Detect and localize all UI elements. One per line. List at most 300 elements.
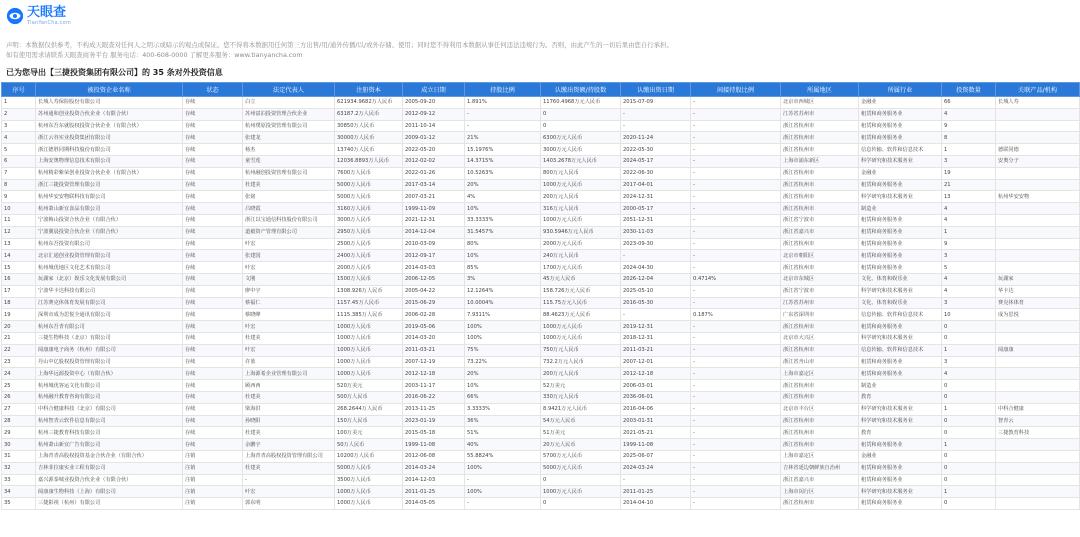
table-cell: 1000万元人民币 (541, 321, 621, 333)
table-cell: - (691, 250, 781, 262)
table-cell: 0.4714% (691, 273, 781, 285)
table-cell (996, 450, 1080, 462)
table-row[interactable] (2, 191, 1080, 203)
table-cell[interactable]: 吕晓霞 (243, 203, 335, 215)
table-cell: 2011-10-14 (403, 120, 465, 132)
table-row[interactable] (2, 97, 1080, 109)
table-cell: 100% (465, 486, 541, 498)
table-cell: - (691, 238, 781, 250)
table-cell[interactable]: 杭州璞原投资管理有限公司 (243, 120, 335, 132)
table-cell: 浙江省杭州市 (781, 262, 859, 274)
table-cell[interactable]: 苏州通和创业投资合伙企业（有限合伙） (36, 108, 183, 120)
table-cell (996, 498, 1080, 510)
table-cell[interactable]: 浙江三捷投资管理有限公司 (36, 179, 183, 191)
table-cell[interactable]: 杜建美 (243, 179, 335, 191)
table-cell[interactable]: 上海安奥物理信息技术有限公司 (36, 155, 183, 167)
table-header-row (2, 83, 1080, 97)
table-cell: 2400万人民币 (335, 250, 403, 262)
table-cell: 赛克休体育 (996, 297, 1080, 309)
table-cell: 18 (2, 297, 36, 309)
table-cell[interactable]: 许蓝 (243, 356, 335, 368)
table-row[interactable] (2, 427, 1080, 439)
table-cell[interactable]: 吉林菲拉康实业工程有限公司 (36, 462, 183, 474)
brand-domain: TianYanCha.com (27, 20, 71, 26)
table-cell: 2025-05-10 (621, 285, 691, 297)
table-cell[interactable]: 郭东明 (243, 498, 335, 510)
table-cell[interactable]: 蔡福仁 (243, 297, 335, 309)
table-cell: - (691, 226, 781, 238)
table-cell: 注销 (183, 498, 243, 510)
table-cell: 信息传输、软件和信息技术 (859, 144, 942, 156)
table-cell (996, 368, 1080, 380)
table-cell[interactable]: 宁波翼晨投资合伙企业（有限合伙） (36, 226, 183, 238)
table-cell: 1000万人民币 (335, 486, 403, 498)
table-row[interactable] (2, 155, 1080, 167)
table-cell[interactable]: 叶宏 (243, 486, 335, 498)
table-cell: 阅康康 (996, 344, 1080, 356)
table-cell: 29 (2, 427, 36, 439)
table-cell: - (691, 191, 781, 203)
table-row[interactable] (2, 167, 1080, 179)
table-cell: 2014-03-20 (403, 332, 465, 344)
table-row[interactable] (2, 250, 1080, 262)
table-cell: - (691, 108, 781, 120)
table-cell[interactable]: 杭州融升教育咨询有限公司 (36, 391, 183, 403)
table-cell[interactable]: 杭州融创投资管理有限公司 (243, 167, 335, 179)
table-cell: 35 (2, 498, 36, 510)
table-cell: 北京市朝阳区 (781, 250, 859, 262)
table-row[interactable] (2, 297, 1080, 309)
table-cell: 85% (465, 262, 541, 274)
table-cell: 2012-09-12 (403, 108, 465, 120)
table-cell: 63187.2万人民币 (335, 108, 403, 120)
table-cell: 1000万元人民币 (541, 486, 621, 498)
table-cell[interactable]: 杭州精彩紫荣创业投资合伙企业（有限合伙） (36, 167, 183, 179)
table-cell: 2021-12-31 (403, 214, 465, 226)
table-cell: 金融业 (859, 97, 942, 109)
table-cell: 2007-12-19 (403, 356, 465, 368)
table-cell: 10.0004% (465, 297, 541, 309)
table-cell[interactable]: 浙江云谷实业投资集团有限公司 (36, 132, 183, 144)
table-cell: 4 (942, 203, 996, 215)
table-cell: 9 (942, 120, 996, 132)
table-cell[interactable]: 杭州智青云软件信息有限公司 (36, 415, 183, 427)
table-cell: 存续 (183, 97, 243, 109)
table-cell: 1000万元人民币 (541, 214, 621, 226)
table-cell: - (691, 380, 781, 392)
table-cell: 浙江省杭州市 (781, 120, 859, 132)
table-cell: 1.891% (465, 97, 541, 109)
table-cell: 2006-12-05 (403, 273, 465, 285)
table-row[interactable] (2, 132, 1080, 144)
table-cell: 2020-11-24 (621, 132, 691, 144)
table-row[interactable] (2, 203, 1080, 215)
table-cell: 2017-04-01 (621, 179, 691, 191)
table-cell: 租赁和商务服务业 (859, 462, 942, 474)
eye-logo-icon (6, 7, 24, 25)
table-cell: 158.726万元人民币 (541, 285, 621, 297)
table-row[interactable] (2, 344, 1080, 356)
table-cell: 存续 (183, 132, 243, 144)
table-row[interactable] (2, 486, 1080, 498)
table-cell: 0 (942, 380, 996, 392)
table-cell: 1115.385万人民币 (335, 309, 403, 321)
table-cell[interactable]: 叶宏 (243, 321, 335, 333)
table-cell: 2012-06-08 (403, 450, 465, 462)
table-cell: 20 (2, 321, 36, 333)
table-cell: 2011-03-21 (621, 344, 691, 356)
table-cell: 存续 (183, 321, 243, 333)
table-row[interactable] (2, 356, 1080, 368)
table-cell[interactable]: 杭州城优地区文化艺术有限公司 (36, 262, 183, 274)
investment-table (1, 82, 1080, 510)
table-cell: 1000万人民币 (335, 344, 403, 356)
table-cell[interactable]: 杨杰 (243, 144, 335, 156)
table-cell: 75% (465, 344, 541, 356)
table-cell (996, 462, 1080, 474)
table-cell: 2012-12-18 (621, 368, 691, 380)
table-cell: 200万元人民币 (541, 368, 621, 380)
table-cell: 0 (541, 108, 621, 120)
table-cell[interactable]: 余鹏宇 (243, 439, 335, 451)
table-cell: 240万元人民币 (541, 250, 621, 262)
table-cell: - (691, 332, 781, 344)
table-cell[interactable]: 杭州华安安物联科技有限公司 (36, 191, 183, 203)
table-cell: 3.3333% (465, 403, 541, 415)
table-cell: 租赁和商务服务业 (859, 356, 942, 368)
table-cell: - (465, 108, 541, 120)
table-cell[interactable]: 北京汇通创业投资管理有限公司 (36, 250, 183, 262)
table-cell: 2036-06-01 (621, 391, 691, 403)
table-cell: 华卡达 (996, 285, 1080, 297)
table-cell: 4 (2, 132, 36, 144)
table-cell: 浙江省杭州市 (781, 344, 859, 356)
table-cell: - (621, 120, 691, 132)
table-cell[interactable]: 丹山中亿股权投资管理有限公司 (36, 356, 183, 368)
table-cell[interactable]: 顾西西 (243, 380, 335, 392)
table-cell: 浙江省杭州市 (781, 203, 859, 215)
table-row[interactable] (2, 498, 1080, 510)
table-cell: - (621, 474, 691, 486)
table-cell: 20万元人民币 (541, 439, 621, 451)
table-cell: 2014-03-24 (403, 462, 465, 474)
table-cell: 租赁和商务服务业 (859, 214, 942, 226)
table-cell (996, 179, 1080, 191)
table-row[interactable] (2, 439, 1080, 451)
table-cell[interactable]: 玩湖家（北京）娱乐文化发展有限公司 (36, 273, 183, 285)
table-cell[interactable]: 杜建美 (243, 462, 335, 474)
table-cell: 10% (465, 380, 541, 392)
table-row[interactable] (2, 403, 1080, 415)
table-cell[interactable]: 杭州萧山新宜食品有限公司 (36, 203, 183, 215)
table-cell: 存续 (183, 167, 243, 179)
table-cell: 2015-06-29 (403, 297, 465, 309)
table-cell[interactable]: 江苏赛克休体育发展有限公司 (36, 297, 183, 309)
table-cell[interactable]: 宁波梅山投资合伙企业（有限合伙） (36, 214, 183, 226)
table-cell: 存续 (183, 120, 243, 132)
table-cell[interactable]: 嘉兴源泰城业投资合伙企业（有限合伙） (36, 474, 183, 486)
table-cell: - (465, 498, 541, 510)
column-header: 成立日期 (403, 83, 465, 97)
table-cell: 上海市嘉定区 (781, 450, 859, 462)
table-cell: - (691, 498, 781, 510)
table-cell: 广东省深圳市 (781, 309, 859, 321)
table-cell[interactable]: 白立 (243, 97, 335, 109)
table-row[interactable] (2, 262, 1080, 274)
table-cell: 存续 (183, 391, 243, 403)
table-cell[interactable]: 孙晓阳 (243, 415, 335, 427)
header (0, 0, 1080, 28)
table-cell: 7 (2, 167, 36, 179)
table-cell: 13 (942, 191, 996, 203)
column-header: 间接持股比例 (691, 83, 781, 97)
table-row[interactable] (2, 285, 1080, 297)
table-cell[interactable]: 道毅资产管理有限公司 (243, 226, 335, 238)
table-row[interactable] (2, 226, 1080, 238)
table-cell[interactable]: 杜建美 (243, 427, 335, 439)
table-cell[interactable]: 阅康康生物科技（上海）有限公司 (36, 486, 183, 498)
table-cell: 4 (942, 214, 996, 226)
table-cell: 浙江省杭州市 (781, 191, 859, 203)
table-cell (996, 391, 1080, 403)
table-cell: 存续 (183, 203, 243, 215)
table-body (2, 97, 1080, 510)
table-cell: 存续 (183, 250, 243, 262)
table-cell[interactable]: 杭州萧山新宜广告有限公司 (36, 439, 183, 451)
table-cell: 1 (942, 344, 996, 356)
table-cell[interactable]: 杭州三捷教育科技有限公司 (36, 427, 183, 439)
table-cell: 10 (942, 309, 996, 321)
table-cell: 2017-03-14 (403, 179, 465, 191)
table-cell[interactable]: 浙江德胜同期科技股份有限公司 (36, 144, 183, 156)
table-cell: 存续 (183, 309, 243, 321)
table-cell: 浙江省杭州市 (781, 132, 859, 144)
table-cell: 租赁和商务服务业 (859, 368, 942, 380)
table-cell: 4 (942, 368, 996, 380)
table-cell: 2009-01-12 (403, 132, 465, 144)
table-cell[interactable]: 张铭 (243, 191, 335, 203)
table-cell[interactable]: 上海源希企业管理有限公司 (243, 368, 335, 380)
table-cell: 5700万元人民币 (541, 450, 621, 462)
table-cell: 1000万人民币 (335, 332, 403, 344)
table-cell: 10.5263% (465, 167, 541, 179)
table-cell: 16 (2, 273, 36, 285)
table-cell[interactable]: 叶宏 (243, 344, 335, 356)
table-row[interactable] (2, 380, 1080, 392)
table-cell: 租赁和商务服务业 (859, 439, 942, 451)
table-cell: 存续 (183, 238, 243, 250)
table-cell: 20% (465, 179, 541, 191)
table-cell: 0 (942, 391, 996, 403)
table-cell: 浙江省宁波市 (781, 285, 859, 297)
table-cell: - (465, 474, 541, 486)
table-cell: 租赁和商务服务业 (859, 132, 942, 144)
table-cell: 22 (2, 344, 36, 356)
table-cell (996, 356, 1080, 368)
table-cell[interactable]: 杭州东吾东就股权投资合伙企业（有限合伙） (36, 120, 183, 132)
table-cell: 0 (541, 498, 621, 510)
column-header: 投资数量 (942, 83, 996, 97)
table-row[interactable] (2, 368, 1080, 380)
table-cell: 1403.2678万元人民币 (541, 155, 621, 167)
table-row[interactable] (2, 309, 1080, 321)
table-cell[interactable]: 杜建美 (243, 332, 335, 344)
table-cell: 66 (942, 97, 996, 109)
table-cell[interactable]: - (243, 474, 335, 486)
table-cell: 1000万人民币 (335, 498, 403, 510)
table-cell: 2014-04-10 (621, 498, 691, 510)
table-cell: 6 (2, 155, 36, 167)
table-cell: 2051-12-31 (621, 214, 691, 226)
table-row[interactable] (2, 415, 1080, 427)
table-cell: 1000万人民币 (335, 368, 403, 380)
table-cell: 7.9311% (465, 309, 541, 321)
table-cell[interactable]: 文刚 (243, 273, 335, 285)
table-cell: 930.5946万元人民币 (541, 226, 621, 238)
table-cell: 31 (2, 450, 36, 462)
table-cell[interactable]: 廖中宇 (243, 285, 335, 297)
table-cell[interactable]: 上海青青高股权投资基金合伙企业（有限合伙） (36, 450, 183, 462)
table-cell: 浙江省杭州市 (781, 179, 859, 191)
table-cell: 3500万人民币 (335, 474, 403, 486)
table-cell (996, 238, 1080, 250)
table-cell[interactable]: 杭州东吾投资有限公司 (36, 238, 183, 250)
table-row[interactable] (2, 179, 1080, 191)
table-cell: 34 (2, 486, 36, 498)
table-cell: 文化、体育和娱乐业 (859, 297, 942, 309)
brand-logo[interactable] (6, 6, 71, 26)
table-cell: 2016-04-06 (621, 403, 691, 415)
table-cell: 2025-06-07 (621, 450, 691, 462)
table-row[interactable] (2, 474, 1080, 486)
table-cell: 10200万人民币 (335, 450, 403, 462)
table-cell: 存续 (183, 262, 243, 274)
table-cell (996, 108, 1080, 120)
table-cell: 金融业 (859, 167, 942, 179)
table-cell: 科学研究和技术服务业 (859, 415, 942, 427)
column-header: 被投资企业名称 (36, 83, 183, 97)
table-cell: 4 (942, 285, 996, 297)
column-header: 状态 (183, 83, 243, 97)
table-cell: 14 (2, 250, 36, 262)
table-row[interactable] (2, 108, 1080, 120)
table-cell: - (691, 132, 781, 144)
table-cell: 智青云 (996, 415, 1080, 427)
table-cell: 11 (2, 214, 36, 226)
table-cell: 1157.45万人民币 (335, 297, 403, 309)
table-cell[interactable]: 杭州东吾青有限公司 (36, 321, 183, 333)
table-cell: 2030-11-03 (621, 226, 691, 238)
table-cell: 租赁和商务服务业 (859, 179, 942, 191)
table-cell: 2000万人民币 (335, 262, 403, 274)
table-cell: - (691, 368, 781, 380)
table-cell[interactable]: 深圳市成为思悦全通讯有限公司 (36, 309, 183, 321)
table-cell: 3 (2, 120, 36, 132)
table-cell: - (691, 97, 781, 109)
table-cell[interactable]: 浙江以宝通信科技股份有限公司 (243, 214, 335, 226)
table-cell[interactable]: 三捷影视（杭州）有限公司 (36, 498, 183, 510)
table-cell: 1 (942, 403, 996, 415)
table-cell: 浙江省嘉兴市 (781, 226, 859, 238)
table-cell[interactable]: 杜建美 (243, 391, 335, 403)
table-cell: - (691, 179, 781, 191)
table-cell[interactable]: 三捷生物科技（北京）有限公司 (36, 332, 183, 344)
table-cell[interactable]: 上海青青高股权投资管理有限公司 (243, 450, 335, 462)
table-cell[interactable]: 蔡晓峰 (243, 309, 335, 321)
table-cell: 存续 (183, 179, 243, 191)
table-cell: 30000万人民币 (335, 132, 403, 144)
table-cell[interactable]: 张建龙 (243, 132, 335, 144)
table-cell: 存续 (183, 415, 243, 427)
table-cell[interactable]: 上海华远源投资中心（有限合伙） (36, 368, 183, 380)
table-row[interactable] (2, 332, 1080, 344)
table-row[interactable] (2, 120, 1080, 132)
table-cell: 8 (2, 179, 36, 191)
table-cell: 2000-05-17 (621, 203, 691, 215)
table-cell: 租赁和商务服务业 (859, 120, 942, 132)
table-cell: 40% (465, 439, 541, 451)
table-cell: 2500万人民币 (335, 238, 403, 250)
table-cell: 三捷教育科技 (996, 427, 1080, 439)
table-cell: 信息传输、软件和信息技术 (859, 309, 942, 321)
table-cell: 浙江省杭州市 (781, 238, 859, 250)
table-row[interactable] (2, 144, 1080, 156)
table-cell[interactable]: 童雪莲 (243, 155, 335, 167)
table-cell[interactable]: 长城人寿保险股份有限公司 (36, 97, 183, 109)
table-cell[interactable]: 梁海洪 (243, 403, 335, 415)
table-cell[interactable]: 张建国 (243, 250, 335, 262)
table-cell: 25 (2, 380, 36, 392)
table-cell[interactable]: 中科合健康科技（北京）有限公司 (36, 403, 183, 415)
table-cell: 14.3715% (465, 155, 541, 167)
table-cell: 100万美元 (335, 427, 403, 439)
table-row[interactable] (2, 238, 1080, 250)
table-cell[interactable]: 宁波华卡达科技有限公司 (36, 285, 183, 297)
table-cell: - (621, 108, 691, 120)
table-cell[interactable]: 叶宏 (243, 262, 335, 274)
table-cell[interactable]: 阅康康电子商务（杭州）有限公司 (36, 344, 183, 356)
table-row[interactable] (2, 273, 1080, 285)
table-cell: 2012-12-18 (403, 368, 465, 380)
table-cell: 51万美元 (541, 427, 621, 439)
table-cell: 2022-06-30 (621, 167, 691, 179)
table-row[interactable] (2, 462, 1080, 474)
table-cell: 9 (2, 191, 36, 203)
table-cell: 浙江省杭州市 (781, 415, 859, 427)
table-cell: 2012-02-02 (403, 155, 465, 167)
table-cell[interactable]: 叶宏 (243, 238, 335, 250)
table-cell: 注销 (183, 450, 243, 462)
table-cell: 存续 (183, 155, 243, 167)
table-row[interactable] (2, 391, 1080, 403)
table-cell[interactable]: 杭州城优客运文化有限公司 (36, 380, 183, 392)
table-cell: 33 (2, 474, 36, 486)
table-cell: 1999-11-09 (403, 203, 465, 215)
table-cell: 316万元人民币 (541, 203, 621, 215)
table-cell: 文化、体育和娱乐业 (859, 273, 942, 285)
table-row[interactable] (2, 321, 1080, 333)
table-cell: - (691, 474, 781, 486)
table-row[interactable] (2, 214, 1080, 226)
table-cell: 19 (2, 309, 36, 321)
table-cell: 750万元人民币 (541, 344, 621, 356)
table-cell[interactable]: 苏州富泊投资管理合伙企业 (243, 108, 335, 120)
table-cell: 2024-12-31 (621, 191, 691, 203)
table-cell: 存续 (183, 356, 243, 368)
table-cell: 0 (942, 462, 996, 474)
table-row[interactable] (2, 450, 1080, 462)
table-cell: 2013-11-25 (403, 403, 465, 415)
